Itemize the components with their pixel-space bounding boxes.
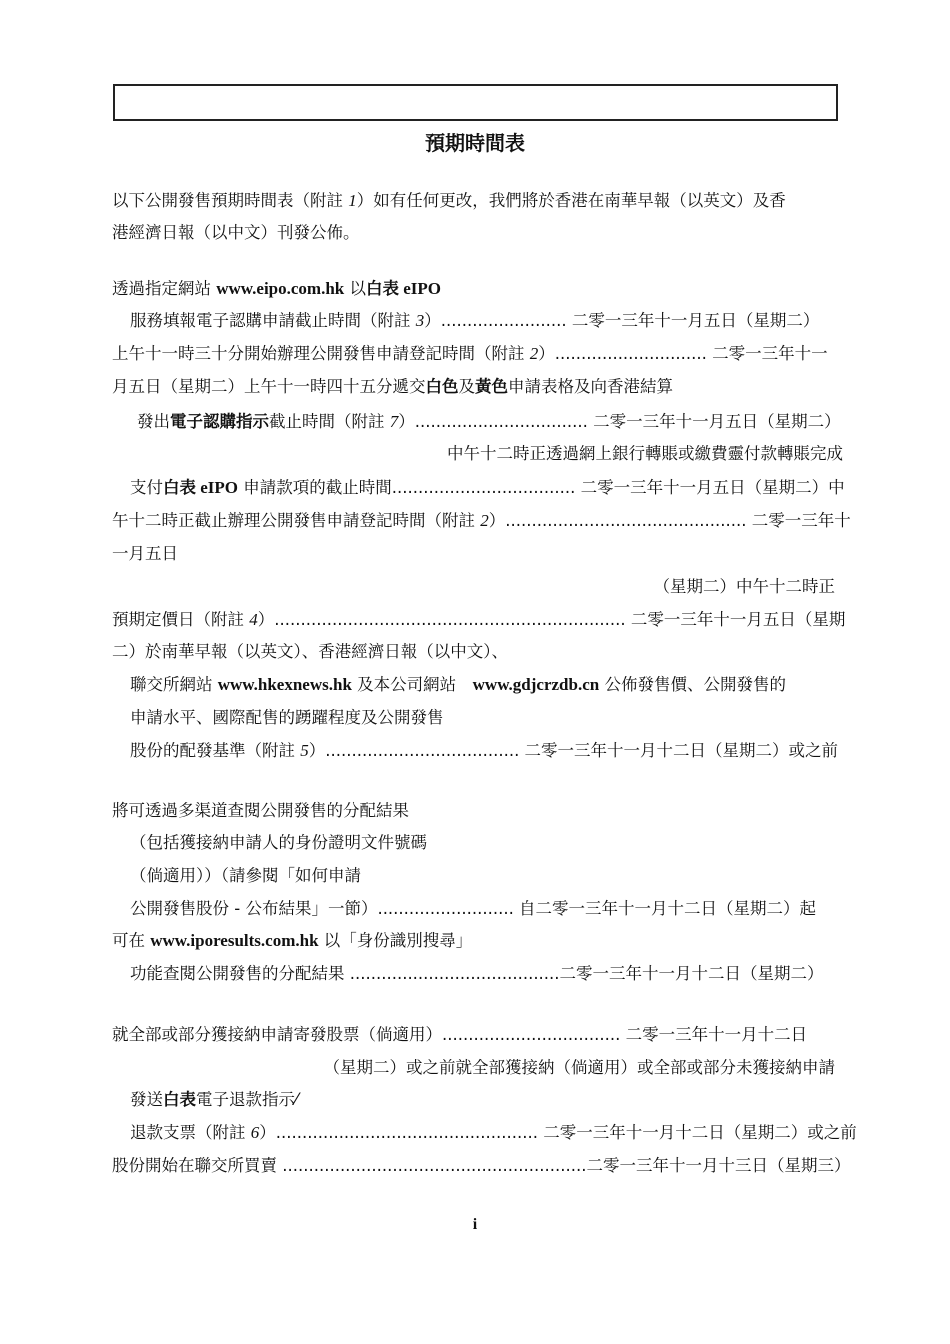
note-number: 5 xyxy=(300,741,309,760)
line-text: 公開發售股份 - 公布結果」一節）.......................... 自二零一三年十一月十二日（星期二）起 xyxy=(130,899,817,918)
line-text: （包括獲接納申請人的身份證明文件號碼 xyxy=(130,833,427,852)
timetable-line xyxy=(130,1122,857,1144)
timetable-line xyxy=(112,510,851,532)
line-text: （星期二）中午十二時正 xyxy=(653,577,835,596)
line-text: ）................................. 二零一三年十一月五日（星期二） xyxy=(398,412,841,431)
line-text: 電子認購指示 xyxy=(170,412,269,431)
line-text: 以「身份識別搜尋」 xyxy=(318,931,473,950)
line-text: 股份的配發基準（附註 xyxy=(130,741,301,760)
line-text: 公佈發售價、公開發售的 xyxy=(599,675,786,694)
line-text: 港經濟日報（以中文）刊發公佈。 xyxy=(112,223,360,242)
note-number: 6 xyxy=(250,1123,260,1142)
line-text: 午十二時正截止辦理公開發售申請登記時間（附註 xyxy=(112,511,481,530)
note-number: 2 xyxy=(529,344,539,363)
note-number: 7 xyxy=(389,412,399,431)
line-text: 中午十二時正透過網上銀行轉賬或繳費靈付款轉賬完成 xyxy=(447,444,843,463)
timetable-line xyxy=(112,343,828,365)
timetable-line xyxy=(112,609,845,631)
line-text: 透過指定網站 xyxy=(112,279,217,298)
line-text: 發送 xyxy=(130,1090,163,1109)
url-text: www.hkexnews.hk xyxy=(217,675,352,694)
timetable-line xyxy=(130,740,838,762)
line-text: 一月五日 xyxy=(112,544,178,563)
page-number: i xyxy=(472,1216,478,1233)
url-text: www.gdjcrzdb.cn xyxy=(472,675,600,694)
line-text: 白表 xyxy=(163,1090,196,1109)
line-text: ）如有任何更改，我們將於香港在南華早報（以英文）及香 xyxy=(356,191,786,210)
line-text: 發出 xyxy=(137,412,170,431)
timetable-line xyxy=(112,641,508,663)
timetable-line xyxy=(130,832,427,854)
line-text: ）..................................... 二零一三年十一月十二日（星期二）或之前 xyxy=(308,741,839,760)
line-text: （星期二）或之前就全部獲接納（倘適用）或全部或部分未獲接納申請 xyxy=(323,1058,835,1077)
url-text: eIPO xyxy=(398,279,442,298)
line-text: 聯交所網站 xyxy=(130,675,218,694)
timetable-line xyxy=(654,576,836,598)
line-text: 預期定價日（附註 xyxy=(112,610,250,629)
timetable-line xyxy=(130,963,824,985)
note-number: 4 xyxy=(249,610,258,629)
timetable-line xyxy=(112,1155,850,1177)
timetable-line xyxy=(112,800,409,822)
timetable-line xyxy=(112,376,673,398)
header-box xyxy=(113,84,838,121)
url-text: www.iporesults.com.hk xyxy=(150,931,319,950)
timetable-line xyxy=(112,930,472,952)
timetable-line xyxy=(130,477,845,499)
note-number: 3 xyxy=(415,311,425,330)
line-text: 及本公司網站 xyxy=(351,675,473,694)
timetable-line xyxy=(112,1024,807,1046)
note-number: 1 xyxy=(348,191,357,210)
line-text: 功能查閱公開發售的分配結果 ........................................二零一三年十一月十二日（星期二） xyxy=(130,964,824,983)
timetable-line xyxy=(112,278,441,300)
line-text: ）........................ 二零一三年十一月五日（星期二） xyxy=(424,311,820,330)
line-text: 電子退款指示⁄ xyxy=(196,1090,298,1109)
line-text: 白表 xyxy=(365,279,399,298)
timetable-line xyxy=(112,222,360,244)
timetable-line xyxy=(112,543,178,565)
timetable-line xyxy=(112,190,786,212)
line-text: 申請水平、國際配售的踴躍程度及公開發售 xyxy=(130,708,444,727)
line-text: 黃色 xyxy=(475,377,508,396)
line-text: ）................................................................... 二零一三年十一月五日（星期 xyxy=(257,610,846,629)
page-title: 預期時間表 xyxy=(425,131,525,155)
line-text: 月五日（星期二）上午十一時四十五分遞交 xyxy=(112,377,426,396)
timetable-line xyxy=(130,1089,298,1111)
line-text: 以 xyxy=(344,279,366,298)
line-text: ）.............................................. 二零一三年十 xyxy=(488,511,851,530)
line-text: 申請表格及向香港結算 xyxy=(508,377,673,396)
line-text: （倘適用））（請參閱「如何申請 xyxy=(130,866,361,885)
line-text: 二）於南華早報（以英文）、香港經濟日報（以中文）、 xyxy=(112,642,508,661)
timetable-line xyxy=(447,443,843,465)
line-text: 將可透過多渠道查閱公開發售的分配結果 xyxy=(112,801,409,820)
line-text: 申請款項的截止時間................................... 二零一三年十一月五日（星期二）中 xyxy=(238,478,845,497)
line-text: ）............................. 二零一三年十一 xyxy=(538,344,828,363)
timetable-line xyxy=(324,1057,836,1079)
line-text: 退款支票（附註 xyxy=(130,1123,251,1142)
line-text: 及 xyxy=(458,377,475,396)
url-text: eIPO xyxy=(196,478,239,497)
timetable-line xyxy=(130,674,786,696)
line-text: 服務填報電子認購申請截止時間（附註 xyxy=(130,311,416,330)
url-text: www.eipo.com.hk xyxy=(216,279,345,298)
timetable-line xyxy=(130,865,361,887)
line-text: 白表 xyxy=(163,478,196,497)
line-text: 支付 xyxy=(130,478,163,497)
line-text: 上午十一時三十分開始辦理公開發售申請登記時間（附註 xyxy=(112,344,530,363)
line-text: 股份開始在聯交所買賣 ..........................................................二零一三年十一月十三日（星期三） xyxy=(112,1156,851,1175)
line-text: 可在 xyxy=(112,931,151,950)
line-text: 以下公開發售預期時間表（附註 xyxy=(112,191,349,210)
note-number: 2 xyxy=(480,511,489,530)
line-text: 就全部或部分獲接納申請寄發股票（倘適用）.................................. 二零一三年十一月十二日 xyxy=(112,1025,808,1044)
timetable-line xyxy=(130,310,819,332)
timetable-line xyxy=(130,898,816,920)
timetable-line xyxy=(130,707,444,729)
line-text: 白色 xyxy=(425,377,459,396)
timetable-line xyxy=(137,411,841,433)
line-text: 截止時間（附註 xyxy=(269,412,390,431)
line-text: ）.................................................. 二零一三年十一月十二日（星期二）或之前 xyxy=(259,1123,857,1142)
